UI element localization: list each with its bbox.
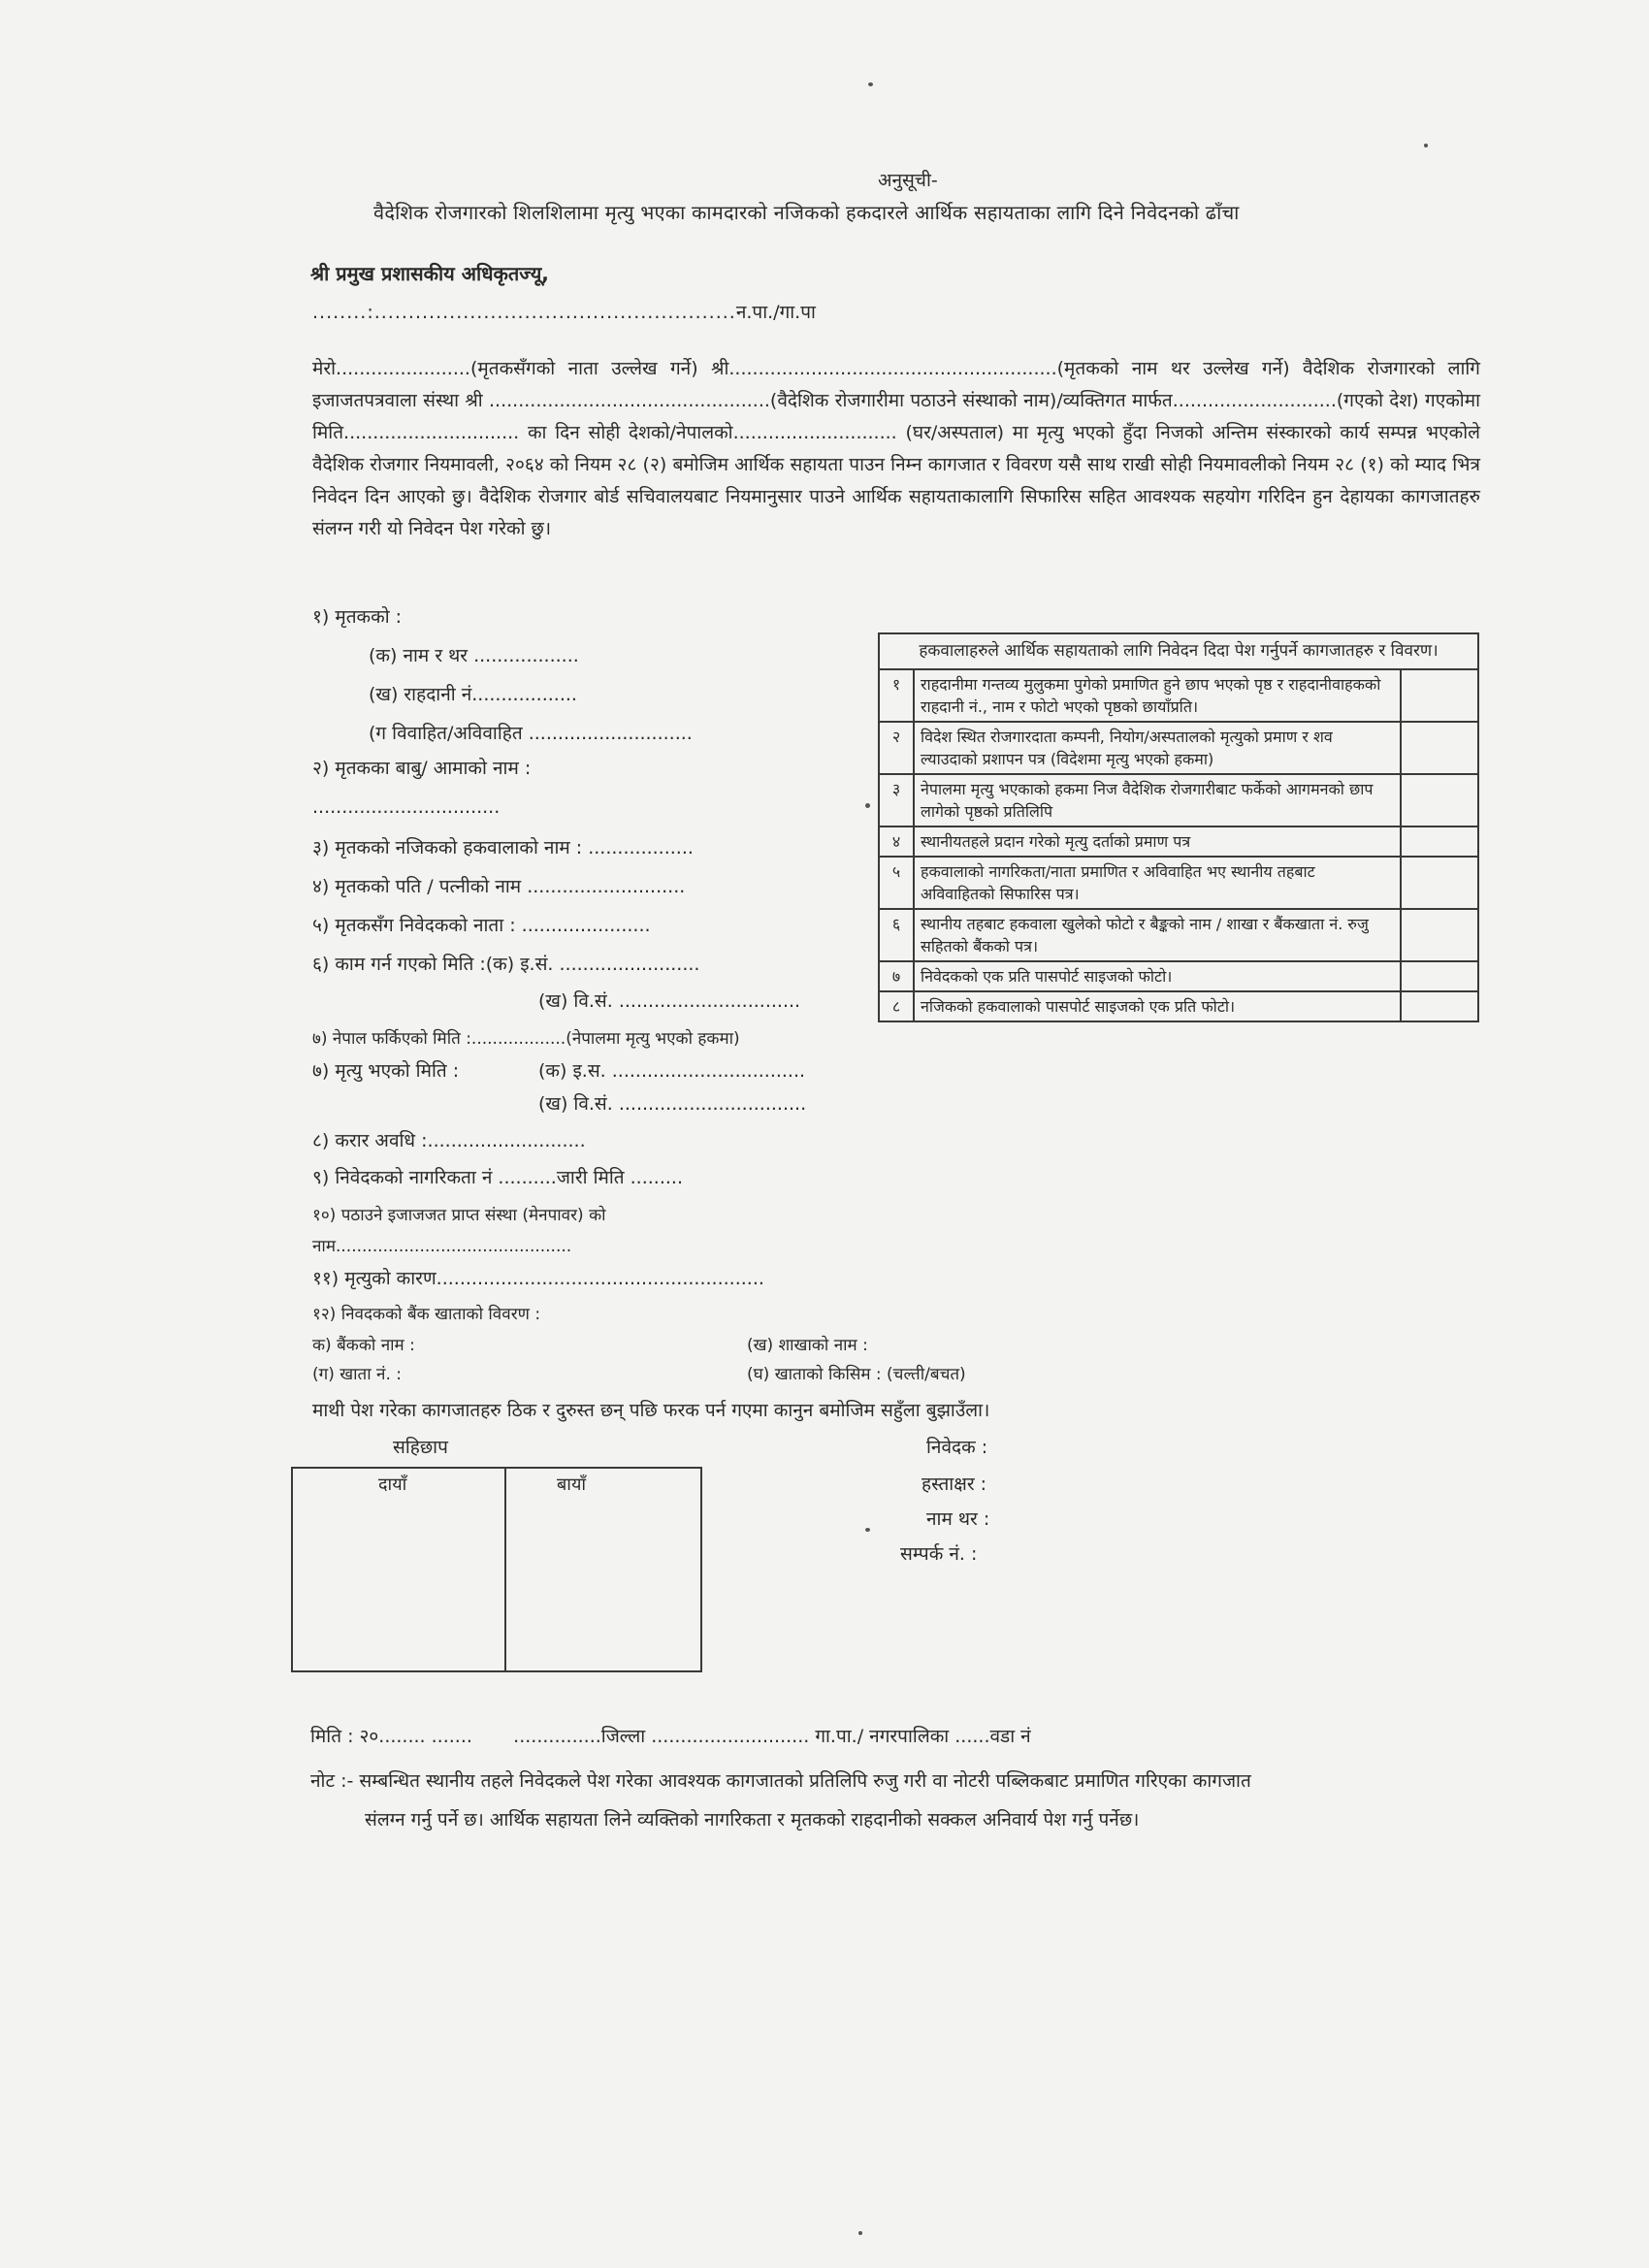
field-departure-date-bs: (ख) वि.सं. ............................... xyxy=(538,990,801,1012)
field-manpower-agency: १०) पठाउने इजाजजत प्राप्त संस्था (मेनपावर) को xyxy=(312,1206,606,1225)
row-text: स्थानीयतहले प्रदान गरेको मृत्यु दर्ताको प्रमाण पत्र xyxy=(914,826,1401,857)
row-number: ८ xyxy=(879,991,914,1021)
table-row xyxy=(879,669,1478,722)
table-header-row xyxy=(879,633,1478,669)
field-deceased-name: (क) नाम र थर .................. xyxy=(369,645,579,666)
field-death-date-bs: (ख) वि.सं. ................................ xyxy=(538,1093,807,1115)
field-account-number: (ग) खाता नं. : xyxy=(312,1365,403,1384)
field-nearest-heir: ३) मृतकको नजिकको हकवालाको नाम : .................. xyxy=(312,837,694,859)
thumbprint-left-label: बायाँ xyxy=(557,1474,587,1495)
row-text: विदेश स्थित रोजगारदाता कम्पनी, नियोग/अस्पतालको मृत्युको प्रमाण र शव ल्याउदाको प्रशापन पत्र (विदेशमा मृत्यु भएको हकमा) xyxy=(914,722,1401,774)
thumbprint-divider xyxy=(504,1469,506,1670)
row-text: निवेदकको एक प्रति पासपोर्ट साइजको फोटो। xyxy=(914,961,1401,991)
row-number: १ xyxy=(879,669,914,722)
row-check-cell xyxy=(1401,669,1478,722)
field-branch-name: (ख) शाखाको नाम : xyxy=(747,1336,868,1355)
applicant-name-label: नाम थर : xyxy=(926,1508,990,1530)
row-text: नजिकको हकवालाको पासपोर्ट साइजको एक प्रति फोटो। xyxy=(914,991,1401,1021)
row-check-cell xyxy=(1401,826,1478,857)
table-row xyxy=(879,961,1478,991)
row-text: राहदानीमा गन्तव्य मुलुकमा पुगेको प्रमाणित हुने छाप भएको पृष्ठ र राहदानीवाहकको राहदानी नं., नाम र फोटो भएको पृष्ठको छायाँप्रति। xyxy=(914,669,1401,722)
application-body-paragraph: मेरो.......................(मृतकसँगको नाता उल्लेख गर्ने) श्री........................................................(मृतकको नाम थर उल्लेख गर्ने) वैदेशिक रोजगारको लागि इजाजतपत्रवाला संस्था श्री ................................................(वैदेशिक रोजगारीमा पठाउने संस्थाको नाम)/व्यक्तिगत मार्फत............................(गएको देश) गएकोमा मिति.............................. का दिन सोही देशको/नेपालको............................ (घर/अस्पताल) मा मृत्यु भएको हुँदा निजको अन्तिम संस्कारको कार्य सम्पन्न भएकोले वैदेशिक रोजगार नियमावली, २०६४ को नियम २८ (२) बमोजिम आर्थिक सहायता पाउन निम्न कागजात र विवरण यसै साथ राखी सोही नियमावलीको नियम २८ (१) को म्याद भित्र निवेदन दिन आएको छु। वैदेशिक रोजगार बोर्ड सचिवालयबाट नियमानुसार पाउने आर्थिक सहायताकालागि सिफारिस सहित आवश्यक सहयोग गरिदिन हुन देहायका कागजातहरु संलग्न गरी यो निवेदन पेश गरेको छु। xyxy=(312,358,1480,539)
field-bank-details: १२) निवदकको बैंक खाताको विवरण : xyxy=(312,1305,541,1324)
signature-label: हस्ताक्षर : xyxy=(922,1474,987,1495)
field-manpower-agency-line: नाम............................................. xyxy=(312,1237,572,1256)
annex-label: अनुसूची- xyxy=(878,170,938,191)
thumbprint-right-label: दायाँ xyxy=(378,1474,407,1495)
table-header-cell: हकवालाहरुले आर्थिक सहायताको लागि निवेदन दिदा पेश गर्नुपर्ने कागजातहरु र विवरण। xyxy=(879,633,1478,669)
row-number: ६ xyxy=(879,909,914,961)
row-text: हकवालाको नागरिकता/नाता प्रमाणित र अविवाहित भए स्थानीय तहबाट अविवाहितको सिफारिस पत्र। xyxy=(914,857,1401,909)
table-row xyxy=(879,826,1478,857)
date-location-line: मिति : २०........ ....... ...............जिल्ला ........................... गा.पा./ नगरपालिका ......वडा नं xyxy=(310,1726,1031,1747)
field-death-date: ७) मृत्यु भएको मिति : xyxy=(312,1060,460,1082)
field-relation-to-applicant: ५) मृतकसँग निवेदकको नाता : ...................... xyxy=(312,915,651,936)
required-documents-table xyxy=(878,632,1479,1022)
thumbprint-title: सहिछाप xyxy=(393,1437,448,1458)
row-check-cell xyxy=(1401,909,1478,961)
field-account-type: (घ) खाताको किसिम : (चल्ती/बचत) xyxy=(747,1365,966,1384)
row-text: स्थानीय तहबाट हकवाला खुलेको फोटो र बैङ्कको नाम / शाखा र बैंकखाता नं. रुजु सहितको बैंकको पत्र। xyxy=(914,909,1401,961)
row-check-cell xyxy=(1401,991,1478,1021)
scan-speck xyxy=(868,82,873,86)
addressee-title: श्री प्रमुख प्रशासकीय अधिकृतज्यू, xyxy=(310,262,549,285)
field-parents-name-line: ................................ xyxy=(312,796,501,818)
applicant-label: निवेदक : xyxy=(926,1437,988,1458)
row-number: ३ xyxy=(879,774,914,826)
field-parents-name: २) मृतकका बाबु/ आमाको नाम : xyxy=(312,758,532,779)
table-row xyxy=(879,909,1478,961)
scan-speck xyxy=(1424,144,1428,147)
municipality-label: न.पा./गा.पा xyxy=(735,302,816,323)
row-number: २ xyxy=(879,722,914,774)
form-title: वैदेशिक रोजगारको शिलशिलामा मृत्यु भएका कामदारको नजिकको हकदारले आर्थिक सहायताका लागि दिने निवेदनको ढाँचा xyxy=(373,201,1240,224)
table-row xyxy=(879,857,1478,909)
row-check-cell xyxy=(1401,961,1478,991)
field-return-date: ७) नेपाल फर्किएको मिति :..................(नेपालमा मृत्यु भएको हकमा) xyxy=(312,1029,740,1049)
addressee-municipality-line xyxy=(312,299,816,326)
field-citizenship-number: ९) निवेदकको नागरिकता नं ..........जारी मिति ......... xyxy=(312,1167,683,1188)
contact-number-label: सम्पर्क नं. : xyxy=(900,1543,978,1565)
municipality-blank: ........:..................................................... xyxy=(312,302,736,323)
note-line-2: संलग्न गर्नु पर्ने छ। आर्थिक सहायता लिने व्यक्तिको नागरिकता र मृतकको राहदानीको सक्कल अनिवार्य पेश गर्नु पर्नेछ। xyxy=(365,1809,1140,1831)
note-line-1: नोट :- सम्बन्धित स्थानीय तहले निवेदकले पेश गरेका आवश्यक कागजातको प्रतिलिपि रुजु गरी वा नोटरी पब्लिकबाट प्रमाणित गरिएका कागजात xyxy=(310,1770,1251,1792)
row-number: ५ xyxy=(879,857,914,909)
scan-speck xyxy=(858,2231,862,2235)
field-deceased-heading: १) मृतकको : xyxy=(312,606,403,628)
scan-speck xyxy=(865,1528,870,1532)
row-check-cell xyxy=(1401,722,1478,774)
row-number: ४ xyxy=(879,826,914,857)
field-contract-period: ८) करार अवधि :........................... xyxy=(312,1130,586,1151)
field-departure-date-ad: ६) काम गर्न गएको मिति :(क) इ.सं. ........................ xyxy=(312,954,700,975)
field-bank-name: क) बैंकको नाम : xyxy=(312,1336,415,1355)
scan-speck xyxy=(865,803,870,808)
table-row xyxy=(879,722,1478,774)
table-row xyxy=(879,991,1478,1021)
field-passport-number: (ख) राहदानी नं.................. xyxy=(369,684,577,705)
row-check-cell xyxy=(1401,774,1478,826)
row-number: ७ xyxy=(879,961,914,991)
field-marital-status: (ग विवाहित/अविवाहित ............................ xyxy=(369,723,693,744)
declaration-text: माथी पेश गरेका कागजातहरु ठिक र दुरुस्त छन् पछि फरक पर्न गएमा कानुन बमोजिम सहुँला बुझाउँला। xyxy=(312,1400,990,1421)
field-spouse-name: ४) मृतकको पति / पत्नीको नाम ........................... xyxy=(312,876,686,897)
thumbprint-box xyxy=(291,1467,702,1672)
table-row xyxy=(879,774,1478,826)
row-text: नेपालमा मृत्यु भएकाको हकमा निज वैदेशिक रोजगारीबाट फर्केको आगमनको छाप लागेको पृष्ठको प्रतिलिपि xyxy=(914,774,1401,826)
row-check-cell xyxy=(1401,857,1478,909)
field-death-date-ad: (क) इ.स. ................................. xyxy=(538,1060,806,1082)
field-cause-of-death: ११) मृत्युको कारण........................................................ xyxy=(312,1268,764,1289)
